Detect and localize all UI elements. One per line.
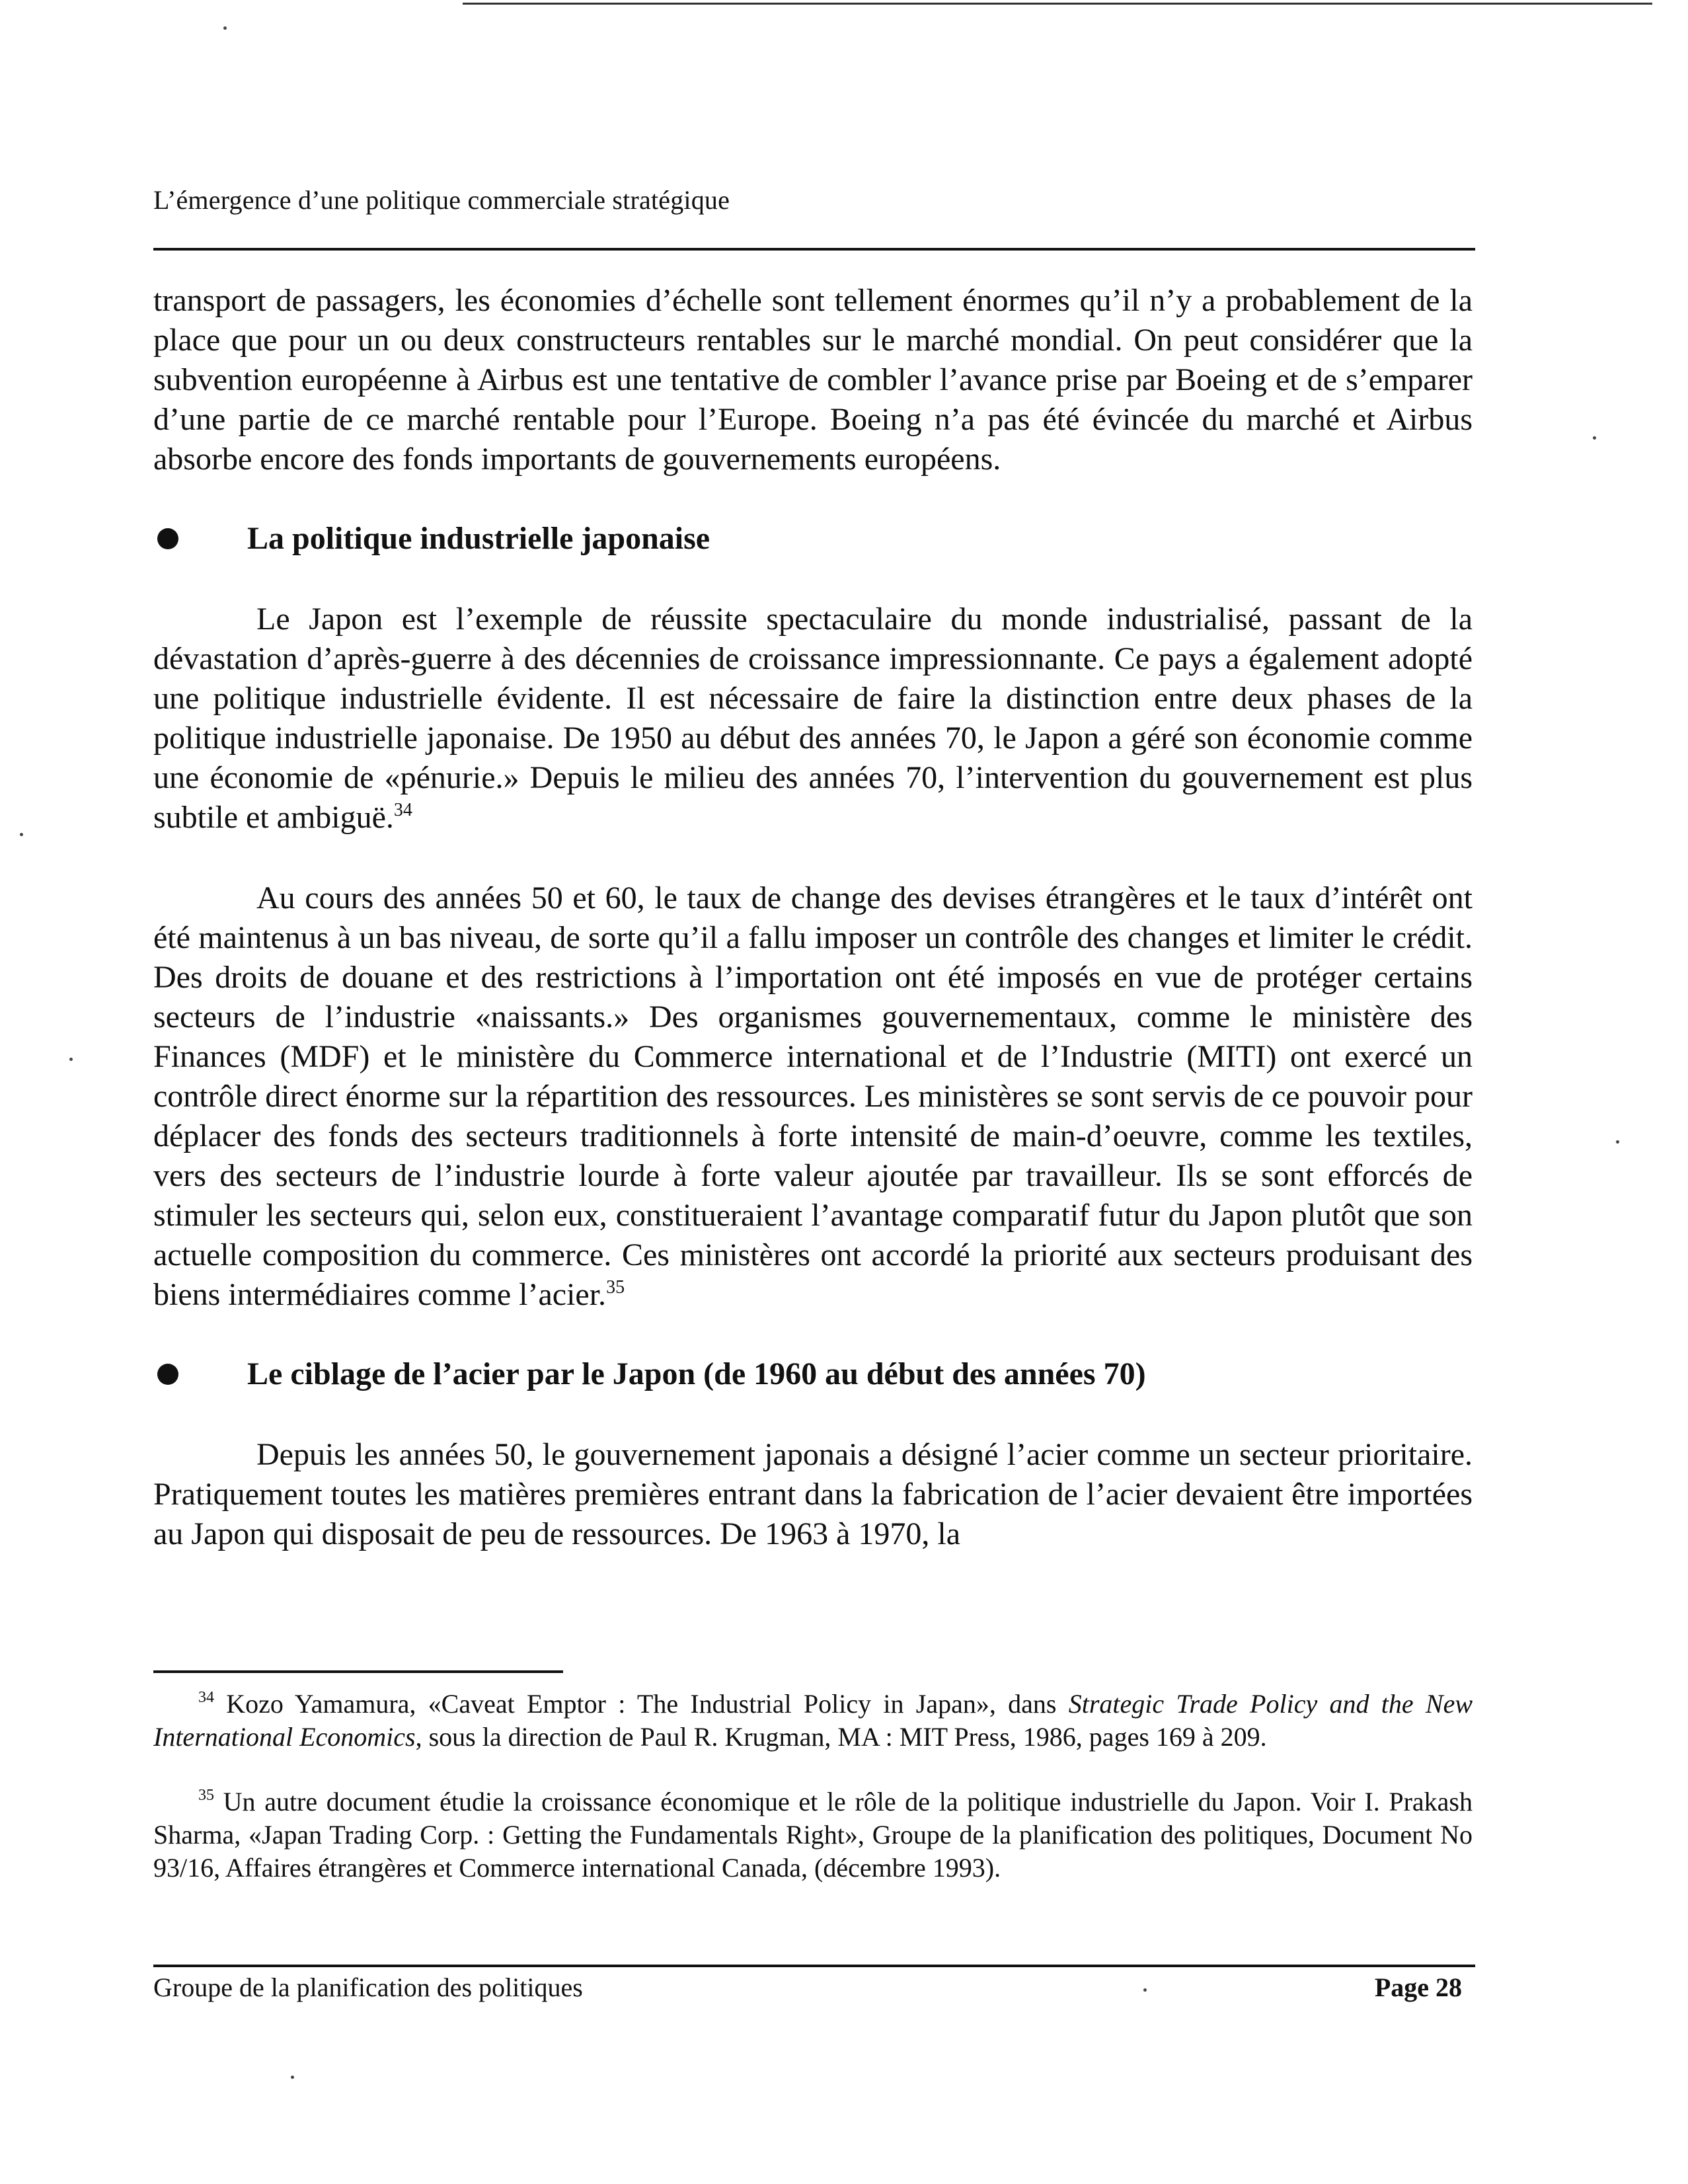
footnotes bbox=[153, 1688, 1473, 1885]
section-heading-japanese-industrial-policy bbox=[153, 519, 1473, 559]
footnote-34 bbox=[153, 1688, 1473, 1754]
footnote-text: Kozo Yamamura, «Caveat Emptor : The Industrial Policy in Japan», dans bbox=[226, 1689, 1069, 1719]
scan-top-rule bbox=[463, 3, 1652, 5]
scan-speck bbox=[1616, 1140, 1619, 1144]
footnote-number: 35 bbox=[198, 1787, 214, 1804]
paragraph-text: Au cours des années 50 et 60, le taux de change des devises étrangères et le taux d’intérêt ont été maintenus à un bas niveau, de sorte qu’il a fallu imposer un contrôle des changes et limiter le crédit. Des droits de douane et des restrictions à l’importation ont été imposés en vue de protéger certains secteurs de l’industrie «naissants.» Des organismes gouvernementaux, comme le ministère des Finances (MDF) et le ministère du Commerce international et de l’Industrie (MITI) ont exercé un contrôle direct énorme sur la répartition des ressources. Les ministères se sont servis de ce pouvoir pour déplacer des fonds des secteurs traditionnels à forte intensité de main-d’oeuvre, comme les textiles, vers des secteurs de l’industrie lourde à forte valeur ajoutée par travailleur. Ils se sont efforcés de stimuler les secteurs qui, selon eux, constitueraient l’avantage comparatif futur du Japon plutôt que son actuelle composition du commerce. Ces ministères ont accordé la priorité aux secteurs produisant des biens intermédiaires comme l’acier. bbox=[153, 880, 1473, 1312]
paragraph-airbus: transport de passagers, les économies d’échelle sont tellement énormes qu’il n’y a probablement de la place que pour un ou deux constructeurs rentables sur le marché mondial. On peut considérer que la subvention européenne à Airbus est une tentative de combler l’avance prise par Boeing et de s’emparer d’une partie de ce marché rentable pour l’Europe. Boeing n’a pas été évincée du marché et Airbus absorbe encore des fonds importants de gouvernements européens. bbox=[153, 283, 1473, 477]
paragraph-steel: Depuis les années 50, le gouvernement japonais a désigné l’acier comme un secteur prioritaire. Pratiquement toutes les matières premières entrant dans la fabrication de l’acier devaient être importées au Japon qui disposait de peu de ressources. De 1963 à 1970, la bbox=[153, 1437, 1473, 1551]
running-footer bbox=[153, 1971, 1475, 2004]
section-heading-text: La politique industrielle japonaise bbox=[247, 521, 710, 556]
footnote-text: , sous la direction de Paul R. Krugman, MA : MIT Press, 1986, pages 169 à 209. bbox=[415, 1722, 1267, 1752]
section-heading-steel-targeting bbox=[153, 1354, 1473, 1394]
footnote-ref-35: 35 bbox=[606, 1277, 625, 1298]
scan-speck bbox=[223, 26, 227, 30]
scan-speck bbox=[69, 1058, 73, 1061]
paragraph-japan-success bbox=[153, 600, 1473, 838]
running-header: L’émergence d’une politique commerciale stratégique bbox=[153, 185, 730, 215]
footnote-ref-34: 34 bbox=[393, 800, 412, 820]
page-number: Page 28 bbox=[1374, 1972, 1462, 2002]
footnote-35 bbox=[153, 1785, 1473, 1885]
bullet-icon bbox=[157, 528, 178, 549]
paragraph-text: Le Japon est l’exemple de réussite spectaculaire du monde industrialisé, passant de la dévastation d’après-guerre à des décennies de croissance impressionnante. Ce pays a également adopté une politique industrielle évidente. Il est nécessaire de faire la distinction entre deux phases de la politique industrielle japonaise. De 1950 au début des années 70, le Japon a géré son économie comme une économie de «pénurie.» Depuis le milieu des années 70, l’intervention du gouvernement est plus subtile et ambiguë. bbox=[153, 602, 1473, 835]
scan-speck bbox=[1143, 1988, 1147, 1992]
scan-speck bbox=[1593, 436, 1596, 440]
scan-speck bbox=[291, 2076, 294, 2079]
body-text bbox=[153, 281, 1473, 1554]
header-rule bbox=[153, 248, 1475, 251]
footnote-book-title: Strategic Trade Policy and the New International Economics bbox=[153, 1689, 1473, 1752]
section-heading-text: Le ciblage de l’acier par le Japon (de 1960 au début des années 70) bbox=[247, 1356, 1146, 1391]
footnote-separator bbox=[153, 1670, 563, 1673]
scan-speck bbox=[20, 833, 23, 836]
footnote-number: 34 bbox=[198, 1689, 214, 1706]
footnote-text: Un autre document étudie la croissance économique et le rôle de la politique industrielle du Japon. Voir I. Prakash Sharma, «Japan Trading Corp. : Getting the Fundamentals Right», Groupe de la planification des politiques, Document No 93/16, Affaires étrangères et Commerce international Canada, (décembre 1993). bbox=[153, 1787, 1473, 1883]
paragraph-50s-60s bbox=[153, 878, 1473, 1315]
footer-group-name: Groupe de la planification des politiques bbox=[153, 1972, 583, 2002]
bullet-icon bbox=[157, 1364, 178, 1385]
footer-rule bbox=[153, 1965, 1475, 1967]
